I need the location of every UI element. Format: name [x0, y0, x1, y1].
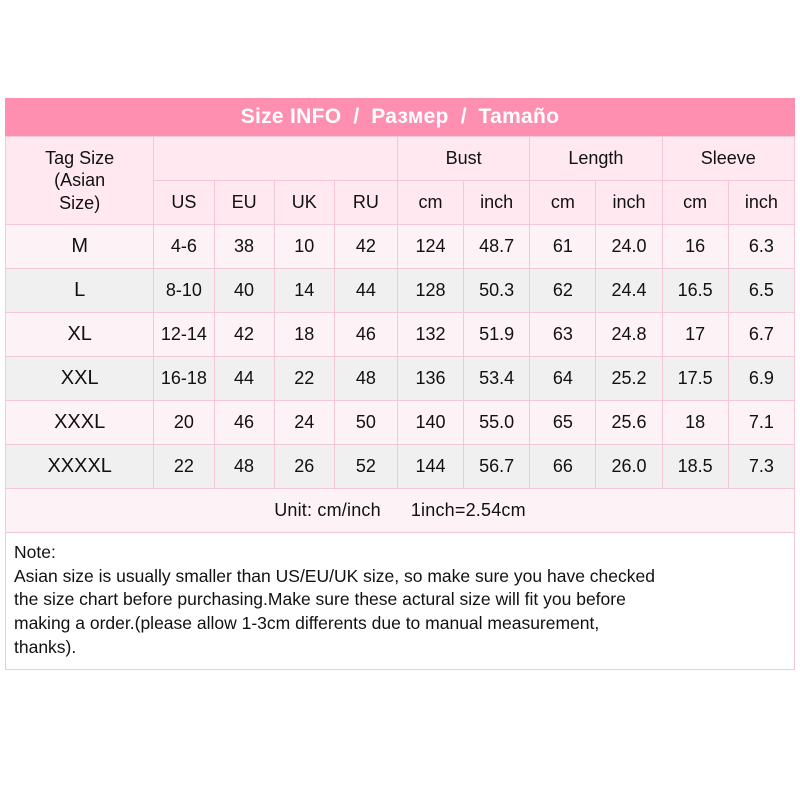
cell-bust-cm: 136 [397, 357, 463, 401]
cell-length-cm: 64 [530, 357, 596, 401]
cell-ru: 48 [334, 357, 397, 401]
cell-uk: 24 [274, 401, 334, 445]
header-sleeve: Sleeve [662, 137, 794, 181]
cell-bust-cm: 128 [397, 269, 463, 313]
cell-eu: 40 [214, 269, 274, 313]
cell-length-inch: 24.0 [596, 225, 662, 269]
cell-tag-size: XXXL [6, 401, 154, 445]
table-row [6, 269, 795, 313]
table-row [6, 225, 795, 269]
cell-length-cm: 63 [530, 313, 596, 357]
header-length: Length [530, 137, 662, 181]
cell-eu: 46 [214, 401, 274, 445]
unit-row [6, 489, 795, 533]
cell-tag-size: L [6, 269, 154, 313]
cell-eu: 38 [214, 225, 274, 269]
cell-sleeve-cm: 18.5 [662, 445, 728, 489]
cell-eu: 48 [214, 445, 274, 489]
cell-tag-size: XL [6, 313, 154, 357]
header-length-cm: cm [530, 181, 596, 225]
unit-label: Unit: cm/inch [274, 500, 381, 520]
title-razmer: Размер [371, 105, 449, 128]
cell-tag-size: M [6, 225, 154, 269]
cell-bust-cm: 132 [397, 313, 463, 357]
cell-eu: 44 [214, 357, 274, 401]
header-ru: RU [334, 181, 397, 225]
cell-bust-inch: 53.4 [464, 357, 530, 401]
header-bust-inch: inch [464, 181, 530, 225]
cell-sleeve-inch: 6.7 [728, 313, 794, 357]
size-table [5, 136, 795, 533]
header-length-inch: inch [596, 181, 662, 225]
cell-length-cm: 61 [530, 225, 596, 269]
cell-us: 12-14 [154, 313, 214, 357]
cell-uk: 10 [274, 225, 334, 269]
cell-us: 22 [154, 445, 214, 489]
cell-length-inch: 25.6 [596, 401, 662, 445]
cell-bust-inch: 50.3 [464, 269, 530, 313]
tag-size-line-2: (Asian [54, 170, 106, 191]
cell-bust-inch: 56.7 [464, 445, 530, 489]
note-line-1: Asian size is usually smaller than US/EU/UK size, so make sure you have checked [14, 565, 655, 586]
cell-uk: 26 [274, 445, 334, 489]
cell-sleeve-cm: 17 [662, 313, 728, 357]
cell-us: 16-18 [154, 357, 214, 401]
cell-eu: 42 [214, 313, 274, 357]
cell-length-cm: 66 [530, 445, 596, 489]
cell-ru: 50 [334, 401, 397, 445]
cell-ru: 46 [334, 313, 397, 357]
cell-tag-size: XXXXL [6, 445, 154, 489]
cell-tag-size: XXL [6, 357, 154, 401]
header-eu: EU [214, 181, 274, 225]
note-line-3: making a order.(please allow 1-3cm differents due to manual measurement, [14, 612, 600, 633]
cell-length-cm: 62 [530, 269, 596, 313]
cell-sleeve-cm: 17.5 [662, 357, 728, 401]
header-bust-cm: cm [397, 181, 463, 225]
header-us: US [154, 181, 214, 225]
header-sleeve-cm: cm [662, 181, 728, 225]
cell-length-inch: 25.2 [596, 357, 662, 401]
cell-uk: 18 [274, 313, 334, 357]
cell-bust-inch: 51.9 [464, 313, 530, 357]
cell-length-inch: 24.8 [596, 313, 662, 357]
title-tamano: Tamaño [478, 105, 560, 128]
cell-sleeve-cm: 16.5 [662, 269, 728, 313]
cell-ru: 52 [334, 445, 397, 489]
chart-title-bar [5, 98, 795, 136]
note-line-2: the size chart before purchasing.Make sure these actural size will fit you before [14, 589, 626, 610]
cell-ru: 42 [334, 225, 397, 269]
header-region-spacer [154, 137, 398, 181]
cell-sleeve-inch: 7.1 [728, 401, 794, 445]
cell-sleeve-cm: 16 [662, 225, 728, 269]
note-line-4: thanks). [14, 636, 77, 657]
header-tag-size [6, 137, 154, 225]
cell-sleeve-cm: 18 [662, 401, 728, 445]
cell-bust-cm: 140 [397, 401, 463, 445]
title-size-info: Size INFO [240, 105, 342, 128]
header-uk: UK [274, 181, 334, 225]
cell-us: 8-10 [154, 269, 214, 313]
cell-sleeve-inch: 7.3 [728, 445, 794, 489]
cell-us: 4-6 [154, 225, 214, 269]
table-row [6, 401, 795, 445]
cell-sleeve-inch: 6.9 [728, 357, 794, 401]
table-row [6, 357, 795, 401]
unit-conversion: 1inch=2.54cm [410, 500, 526, 520]
title-separator-1: / [353, 105, 360, 128]
note-label: Note: [14, 542, 56, 562]
table-row [6, 445, 795, 489]
cell-uk: 22 [274, 357, 334, 401]
cell-length-inch: 26.0 [596, 445, 662, 489]
cell-us: 20 [154, 401, 214, 445]
cell-bust-inch: 55.0 [464, 401, 530, 445]
table-row [6, 313, 795, 357]
cell-bust-inch: 48.7 [464, 225, 530, 269]
cell-length-inch: 24.4 [596, 269, 662, 313]
header-sleeve-inch: inch [728, 181, 794, 225]
tag-size-line-1: Tag Size [45, 147, 115, 168]
header-bust: Bust [397, 137, 529, 181]
cell-bust-cm: 144 [397, 445, 463, 489]
tag-size-line-3: Size) [59, 192, 101, 213]
title-separator-2: / [460, 105, 467, 128]
table-group-header-row [6, 137, 795, 181]
cell-bust-cm: 124 [397, 225, 463, 269]
cell-sleeve-inch: 6.5 [728, 269, 794, 313]
note-box [5, 533, 795, 670]
cell-sleeve-inch: 6.3 [728, 225, 794, 269]
cell-length-cm: 65 [530, 401, 596, 445]
size-chart [5, 98, 795, 670]
cell-ru: 44 [334, 269, 397, 313]
cell-uk: 14 [274, 269, 334, 313]
unit-cell [6, 489, 795, 533]
